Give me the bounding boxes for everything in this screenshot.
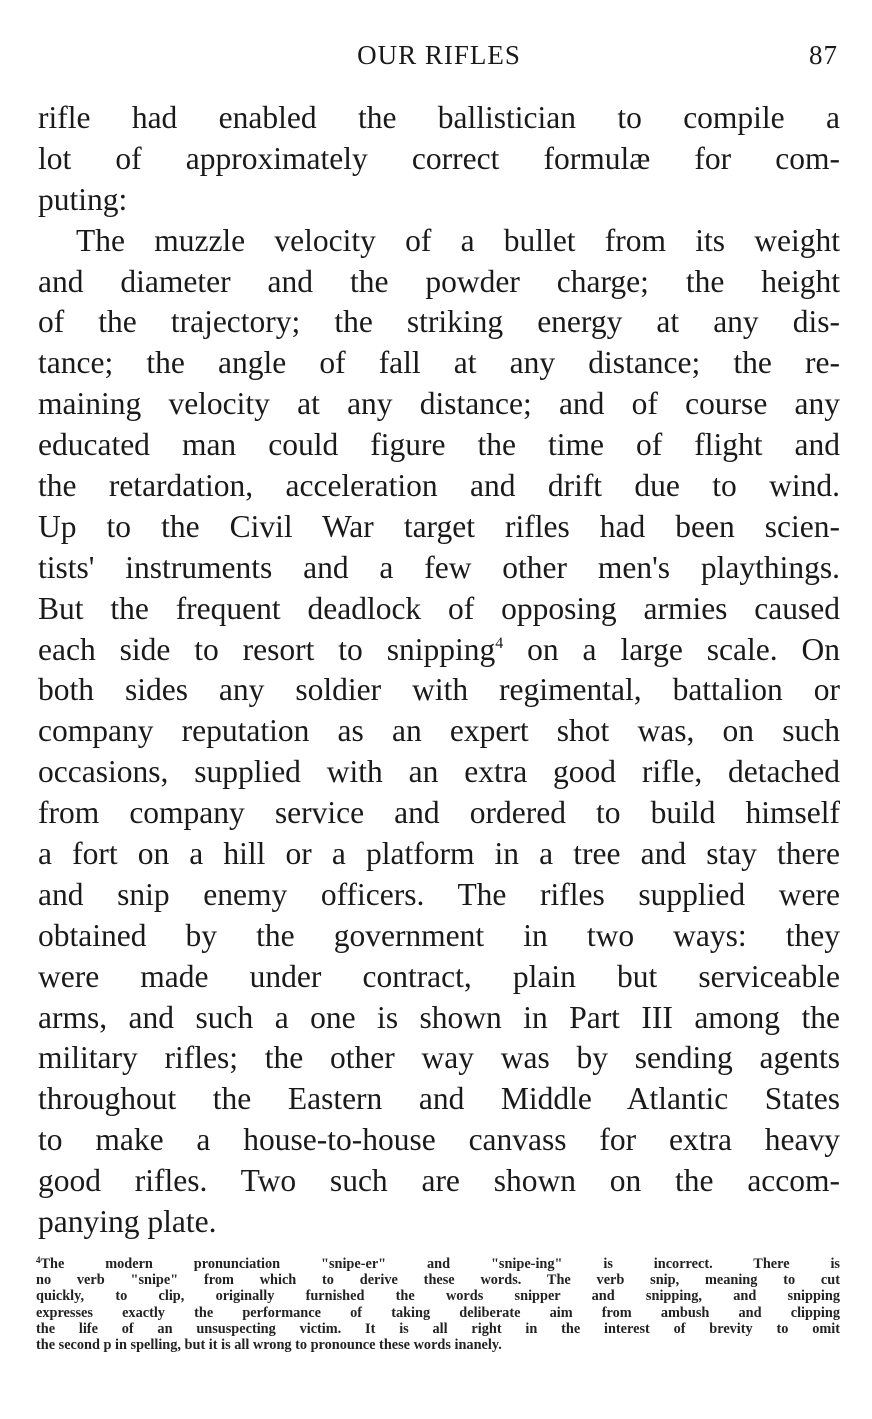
- text-line: tance; the angle of fall at any distance; the re-: [38, 345, 840, 381]
- footnote-line: [36, 1256, 840, 1272]
- text-line: and snip enemy officers. The rifles supplied were: [38, 876, 840, 912]
- text-line: from company service and ordered to build himself: [38, 795, 840, 831]
- running-title: OUR RIFLES: [357, 40, 521, 70]
- page-number: 87: [809, 40, 838, 70]
- footnote-marker: 4: [36, 1255, 41, 1265]
- text-line: The muzzle velocity of a bullet from its weight: [76, 222, 840, 258]
- footnote-line: no verb "snipe" from which to derive these words. The verb snip, meaning to cut: [36, 1272, 840, 1289]
- text-line: throughout the Eastern and Middle Atlantic States: [38, 1081, 840, 1117]
- footnote-reference[interactable]: 4: [495, 634, 504, 652]
- text-line: But the frequent deadlock of opposing armies caused: [38, 590, 840, 626]
- text-line: good rifles. Two such are shown on the accom-: [38, 1163, 840, 1199]
- footnote-line: the second p in spelling, but it is all wrong to pronounce these words inanely.: [36, 1337, 502, 1354]
- text-line: maining velocity at any distance; and of course any: [38, 386, 840, 422]
- running-head: [36, 40, 842, 74]
- text-line: [38, 630, 840, 671]
- text-fragment: each side to resort to snipping: [38, 631, 496, 667]
- footnote: [36, 1256, 840, 1353]
- text-line: both sides any soldier with regimental, battalion or: [38, 672, 840, 708]
- footnote-line: the life of an unsuspecting victim. It is all right in the interest of brevity to omit: [36, 1320, 840, 1337]
- text-line: a fort on a hill or a platform in a tree and stay there: [38, 836, 840, 872]
- text-line: panying plate.: [38, 1204, 217, 1240]
- text-line: lot of approximately correct formulæ for com-: [38, 140, 840, 176]
- text-line: Up to the Civil War target rifles had been scien-: [38, 508, 840, 544]
- body-text: [38, 98, 840, 1243]
- text-line: the retardation, acceleration and drift due to wind.: [38, 468, 840, 504]
- text-line: were made under contract, plain but serviceable: [38, 958, 840, 994]
- footnote-text: The modern pronunciation "snipe-er" and "snipe-ing" is incorrect. There is: [40, 1256, 840, 1272]
- text-line: to make a house-to-house canvass for extra heavy: [38, 1122, 840, 1158]
- footnote-line: expresses exactly the performance of taking deliberate aim from ambush and clipping: [36, 1304, 840, 1321]
- text-line: tists' instruments and a few other men's playthings.: [38, 549, 840, 585]
- text-line: company reputation as an expert shot was, on such: [38, 713, 840, 749]
- text-line: educated man could figure the time of flight and: [38, 427, 840, 463]
- text-line: of the trajectory; the striking energy at any dis-: [38, 304, 840, 340]
- footnote-line: quickly, to clip, originally furnished the words snipper and snipping, and snipping: [36, 1288, 840, 1305]
- text-fragment: on a large scale. On: [503, 631, 840, 667]
- text-line: obtained by the government in two ways: they: [38, 917, 840, 953]
- text-line: occasions, supplied with an extra good rifle, detached: [38, 754, 840, 790]
- text-line: puting:: [38, 181, 128, 217]
- text-line: and diameter and the powder charge; the height: [38, 263, 840, 299]
- text-line: rifle had enabled the ballistician to compile a: [38, 100, 840, 135]
- text-line: arms, and such a one is shown in Part III among the: [38, 999, 840, 1035]
- text-line: military rifles; the other way was by sending agents: [38, 1040, 840, 1076]
